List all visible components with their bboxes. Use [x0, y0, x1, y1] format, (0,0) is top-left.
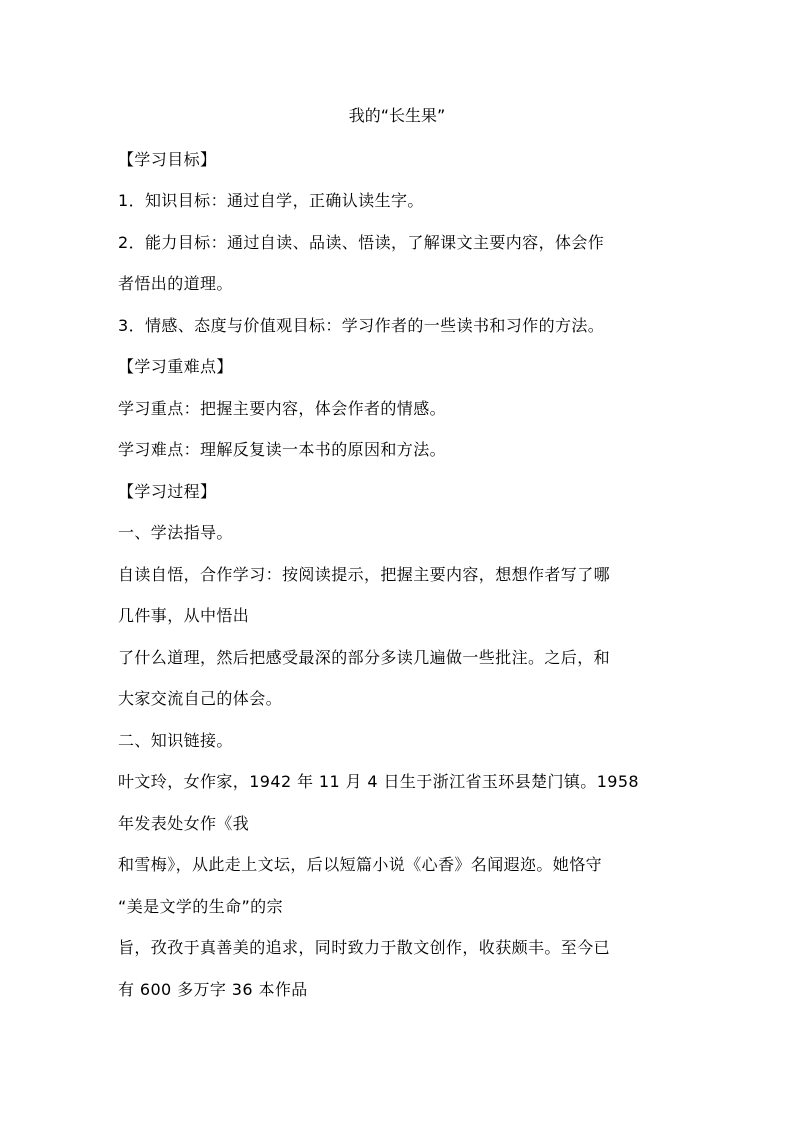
paragraph-line: 了什么道理，然后把感受最深的部分多读几遍做一些批注。之后，和 — [118, 648, 611, 667]
paragraph-line: 者悟出的道理。 — [118, 274, 233, 293]
paragraph-line: 旨，孜孜于真善美的追求，同时致力于散文创作，收获颇丰。至今已 — [118, 938, 611, 957]
paragraph-line: 2．能力目标：通过自读、品读、悟读，了解课文主要内容，体会作 — [118, 233, 605, 252]
section-heading: 二、知识链接。 — [118, 731, 233, 750]
paragraph-line: 3．情感、态度与价值观目标：学习作者的一些读书和习作的方法。 — [118, 316, 605, 335]
section-heading: 一、学法指导。 — [118, 523, 233, 542]
paragraph-line: 叶文玲，女作家，1942 年 11 月 4 日生于浙江省玉环县楚门镇。1958 — [118, 772, 640, 791]
heading-learning-process: 【学习过程】 — [118, 482, 217, 501]
document-title: 我的“长生果” — [348, 106, 446, 125]
paragraph-line: 学习难点：理解反复读一本书的原因和方法。 — [118, 440, 447, 459]
paragraph-line: 学习重点：把握主要内容，体会作者的情感。 — [118, 399, 447, 418]
paragraph-line: 年发表处女作《我 — [118, 814, 250, 833]
paragraph-line: 1．知识目标：通过自学，正确认读生字。 — [118, 191, 424, 210]
heading-learning-goals: 【学习目标】 — [118, 150, 217, 169]
heading-key-points: 【学习重难点】 — [118, 357, 233, 376]
paragraph-line: 有 600 多万字 36 本作品 — [118, 980, 308, 999]
paragraph-line: 和雪梅》，从此走上文坛，后以短篇小说《心香》名闻遐迩。她恪守 — [118, 855, 603, 874]
paragraph-line: “美是文学的生命”的宗 — [118, 897, 283, 916]
paragraph-line: 几件事，从中悟出 — [118, 606, 250, 625]
paragraph-line: 大家交流自己的体会。 — [118, 689, 283, 708]
paragraph-line: 自读自悟，合作学习：按阅读提示，把握主要内容，想想作者写了哪 — [118, 565, 611, 584]
